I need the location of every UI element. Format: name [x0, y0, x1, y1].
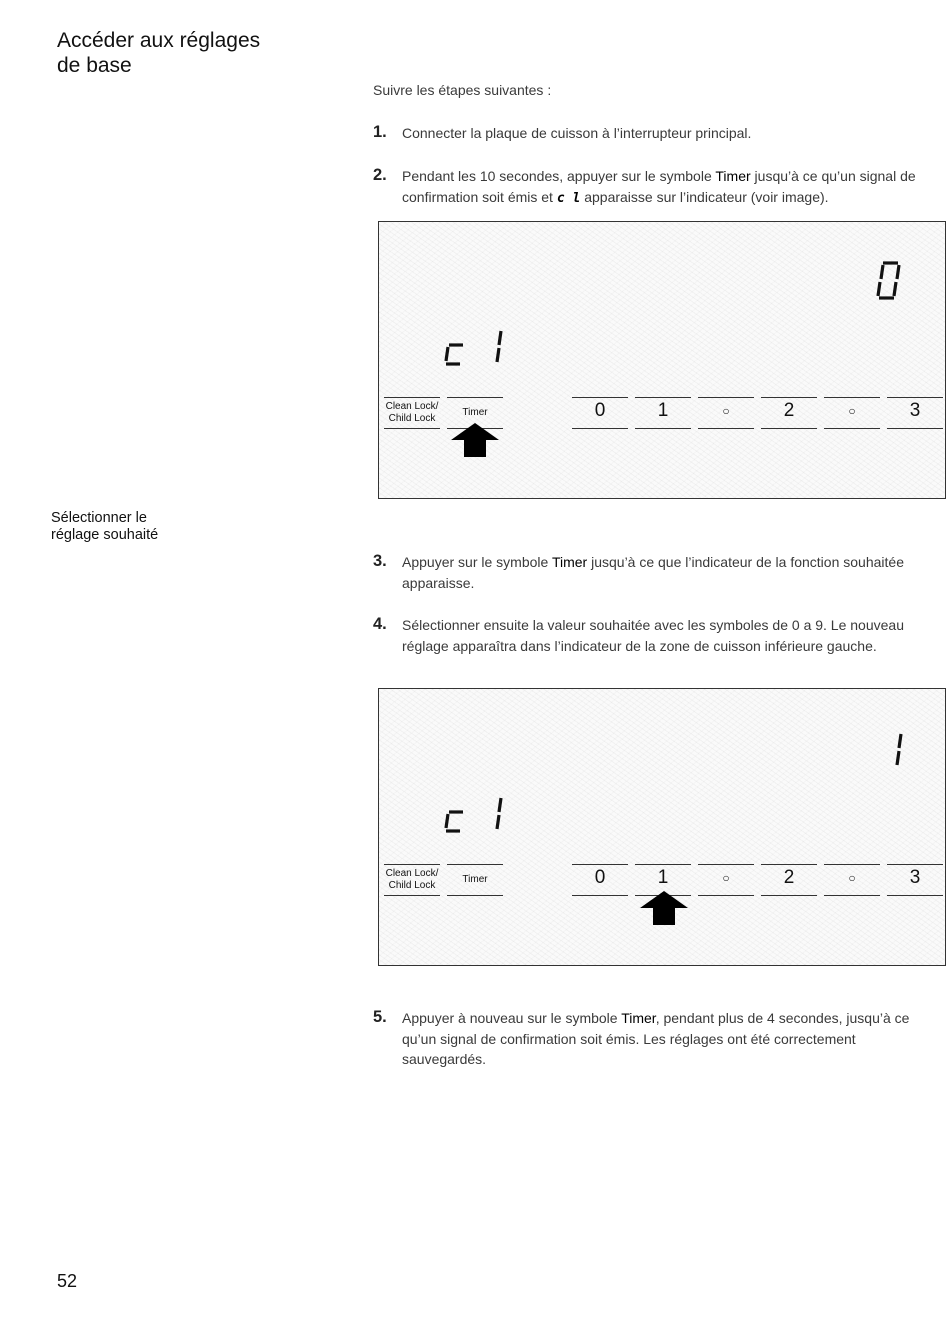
keyword-timer: Timer — [621, 1010, 656, 1026]
step-text: Pendant les 10 secondes, appuyer sur le symbole Timer jusqu’à ce qu’un signal de confirmation soit émis et c l apparaisse sur l’indicateur (voir image). — [402, 168, 916, 206]
control-panel-figure-2 — [378, 688, 946, 966]
step-text: Connecter la plaque de cuisson à l’interrupteur principal. — [402, 125, 752, 141]
cl-display-glyph: c l — [556, 190, 581, 206]
step-4 — [373, 615, 941, 656]
control-panel-figure-1 — [378, 221, 946, 499]
up-arrow-icon — [449, 422, 501, 458]
timer-label: Timer — [462, 407, 488, 418]
page-title-line1: Accéder aux réglages — [57, 29, 261, 52]
step-3 — [373, 552, 941, 593]
step-number: 1. — [373, 123, 387, 141]
display-left-c1 — [439, 794, 509, 836]
scale-label-dot-2: ○ — [848, 871, 856, 885]
scale-label-2: 2 — [783, 400, 795, 421]
step-5 — [373, 1008, 941, 1070]
scale-label-1: 1 — [657, 400, 669, 421]
scale-label-dot-1: ○ — [722, 871, 730, 885]
display-left-c1 — [439, 327, 509, 369]
scale-label-0: 0 — [594, 867, 606, 888]
scale-label-1: 1 — [657, 867, 669, 888]
step-number: 5. — [373, 1008, 387, 1026]
keyword-timer: Timer — [551, 554, 588, 570]
scale-label-0: 0 — [594, 400, 606, 421]
clean-lock-label: Clean Lock/ Child Lock — [385, 868, 439, 891]
scale-label-3: 3 — [909, 400, 921, 421]
step-1 — [373, 123, 941, 144]
display-right — [874, 260, 906, 302]
step-number: 3. — [373, 552, 387, 570]
step-text: Sélectionner ensuite la valeur souhaitée avec les symboles de 0 a 9. Le nouveau réglage apparaîtra dans l’indicateur de la zone de cuisson inférieure gauche. — [402, 617, 904, 654]
scale-label-2: 2 — [783, 867, 795, 888]
intro-text: Suivre les étapes suivantes : — [373, 82, 552, 98]
clean-lock-key[interactable] — [384, 864, 440, 896]
display-right — [884, 729, 908, 771]
clean-lock-label: Clean Lock/ Child Lock — [385, 401, 439, 424]
side-heading: Sélectionner le réglage souhaité — [51, 510, 159, 543]
keyword-timer: Timer — [715, 168, 751, 184]
page-title — [57, 28, 317, 78]
page-title-line2: de base — [57, 54, 132, 77]
step-number: 2. — [373, 166, 387, 184]
step-text: Appuyer sur le symbole Timer jusqu’à ce que l’indicateur de la fonction souhaitée apparaisse. — [402, 554, 904, 591]
clean-lock-key[interactable] — [384, 397, 440, 429]
timer-label: Timer — [462, 874, 488, 885]
up-arrow-icon — [638, 890, 690, 926]
scale-label-3: 3 — [909, 867, 921, 888]
timer-key[interactable] — [447, 864, 503, 896]
step-number: 4. — [373, 615, 387, 633]
scale-label-dot-2: ○ — [848, 404, 856, 418]
step-2 — [373, 166, 941, 209]
step-text: Appuyer à nouveau sur le symbole Timer, pendant plus de 4 secondes, jusqu’à ce qu’un signal de confirmation soit émis. Les réglages ont été correctement sauvegardés. — [402, 1010, 910, 1067]
scale-label-dot-1: ○ — [722, 404, 730, 418]
page-number: 52 — [57, 1271, 78, 1291]
